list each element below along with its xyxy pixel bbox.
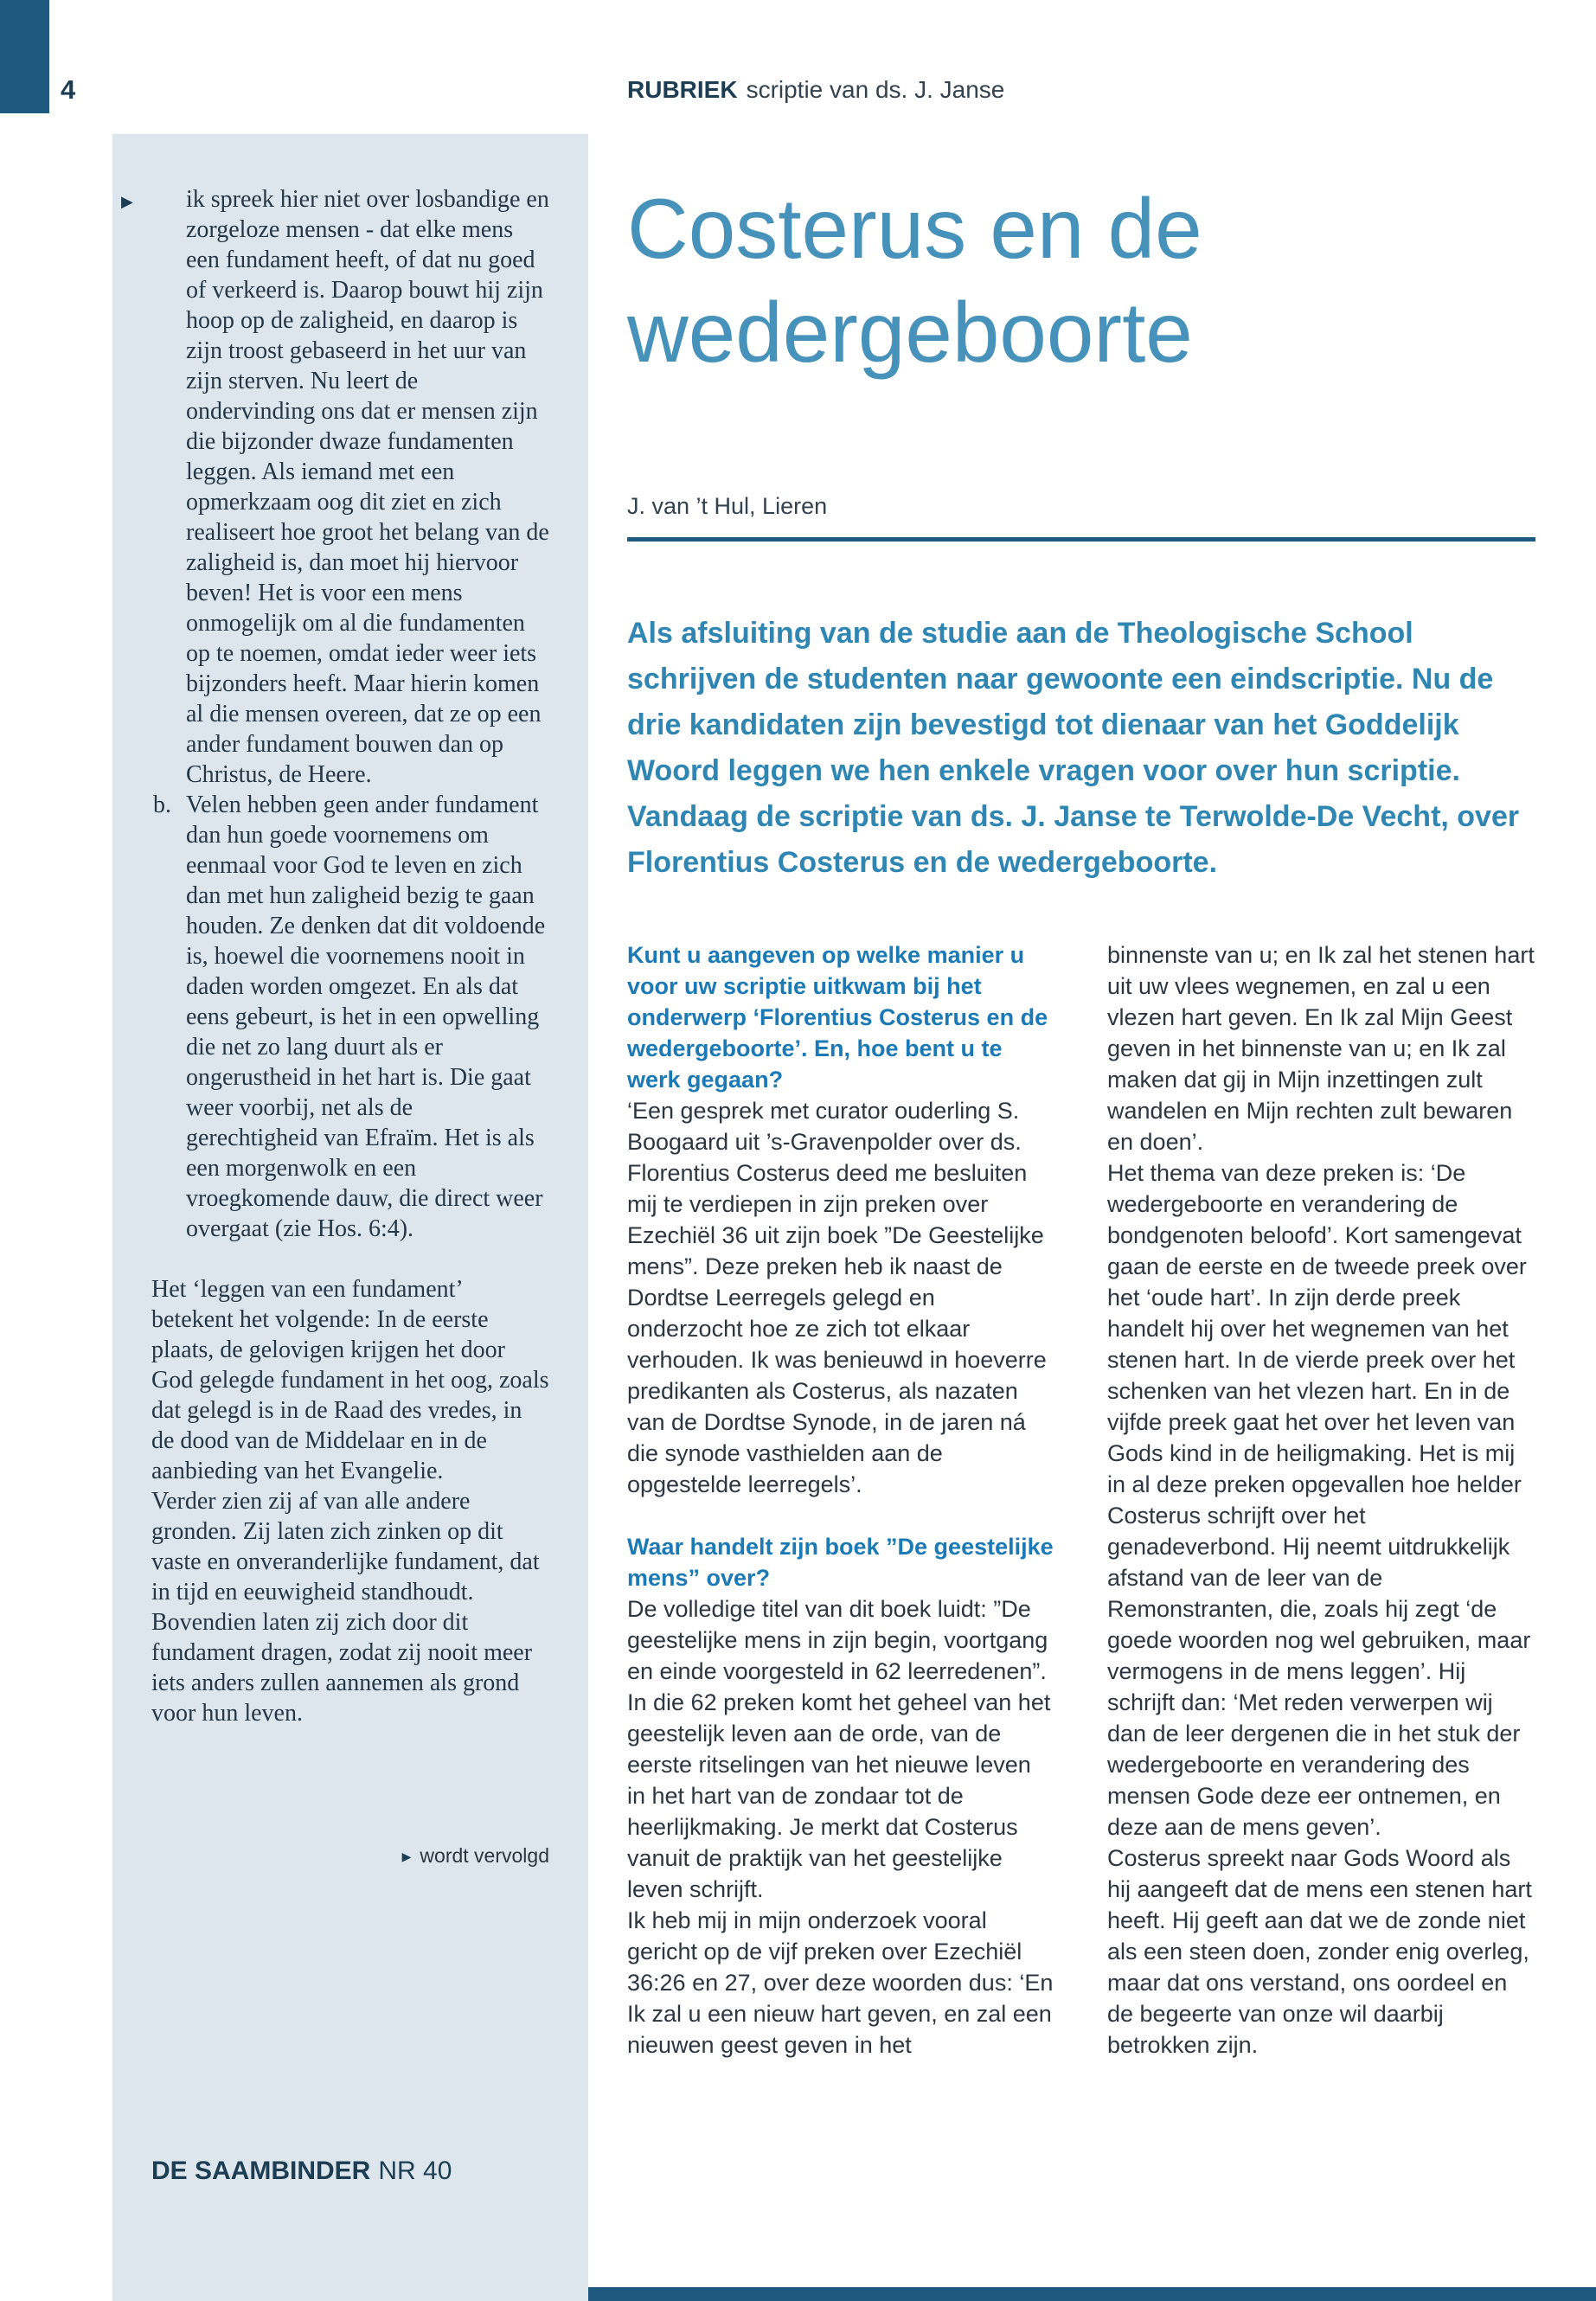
list-item-continued [121,184,549,790]
article-intro: Als afsluiting van de studie aan de Theologische School schrijven de studenten naar gewoonte een eindscriptie. Nu de drie kandidaten zijn bevestigd tot dienaar van het Goddelijk Woord leggen we hen enkele vragen voor over hun scriptie. Vandaag de scriptie van ds. J. Janse te Terwolde-De Vecht, over Florentius Costerus en de wedergeboorte. [627,617,1520,880]
divider-rule [627,537,1535,542]
triangle-bullet-icon: ▶ [401,1850,412,1864]
header-rubriek-label: RUBRIEK [627,76,738,103]
triangle-bullet-icon: ▶ [121,193,133,211]
header-subtitle: scriptie van ds. J. Janse [746,76,1005,103]
interview-answer-2: Costerus spreekt naar Gods Woord als hij aangeeft dat de mens een stenen hart heeft. Hij geeft aan dat we de zonde niet als een steen doen, zonder enig overleg, maar dat ons verstand, ons oordeel en de begeerte van onze wil daarbij betrokken zijn. [1107,1845,1532,2059]
continuation-text: wordt vervolgd [420,1844,549,1867]
list-item-b [151,790,549,1244]
interview-answer-2: Het thema van deze preken is: ‘De wedergeboorte en verandering de bondgenoten beloofd’. Kort samengevat gaan de eerste en de tweede preek over het ‘oude hart’. In zijn derde preek handelt hij over het wegnemen van het stenen hart. In de vierde preek over het schenken van het vlezen hart. En in de vijfde preek gaat het over het leven van Gods kind in de heiligmaking. Het is mij in al deze preken opgevallen hoe helder Costerus schrijft over het genadeverbond. Hij neemt uitdrukkelijk afstand van de leer van de Remonstranten, die, zoals hij zegt ‘de goede woorden nog wel gebruiken, maar vermogens in de mens leggen’. Hij schrijft dan: ‘Met reden verwerpen wij dan de leer dergenen die in het stuk der wedergeboorte en verandering des mensen Gode deze eer ontnemen, en deze aan de mens geven’. [1107,1160,1531,1841]
interview-answer-1: ‘Een gesprek met curator ouderling S. Boogaard uit ’s-Gravenpolder over ds. Florentius Costerus deed me besluiten mij te verdiepen in zijn preken over Ezechiël 36 uit zijn boek ”De Geestelijke mens”. Deze preken heb ik naast de Dordtse Leerregels gelegd en onderzocht hoe ze zich tot elkaar verhouden. Ik was benieuwd in hoeverre predikanten als Costerus, als nazaten van de Dordtse Synode, in de jaren ná die synode vasthielden aan de opgestelde leerregels’. [627,1098,1047,1498]
article-byline: J. van ’t Hul, Lieren [627,493,828,520]
interview-answer-2: Ik heb mij in mijn onderzoek vooral gericht op de vijf preken over Ezechiël 36:26 en 27, over deze woorden dus: ‘En Ik zal u een nieuw hart geven, en zal een nieuwen geest geven in het [627,1907,1054,2059]
list-item-text: Velen hebben geen ander fundament dan hun goede voornemens om eenmaal voor God te leven en zich dan met hun zaligheid bezig te gaan houden. Ze denken dat dit voldoende is, hoewel die voornemens nooit in daden worden omgezet. En als dat eens gebeurt, is het in een opwelling die net zo lang duurt als er ongerustheid in het hart is. Die gaat weer voorbij, net als de gerechtigheid van Efraïm. Het is als een morgenwolk en een vroegkomende dauw, die direct weer overgaat (zie Hos. 6:4). [186,792,546,1242]
article-columns [627,939,1535,2061]
page-number: 4 [61,74,76,105]
interview-answer-2: binnenste van u; en Ik zal het stenen hart uit uw vlees wegnemen, en zal u een vlezen hart geven. En Ik zal Mijn Geest geven in het binnenste van u; en Ik zal maken dat gij in Mijn inzettingen zult wandelen en Mijn rechten zult bewaren en doen’. [1107,942,1535,1156]
article-title-line2: wedergeboorte [627,284,1193,380]
article [627,177,1535,2061]
article-title-line1: Costerus en de [627,181,1202,276]
article-column-1 [627,939,1055,2061]
left-sidebar-column [112,134,588,2301]
sidebar-paragraph: Het ‘leggen van een fundament’ betekent het volgende: In de eerste plaats, de gelovigen krijgen het door God gelegde fundament in het oog, zoals dat gelegd is in de Raad des vredes, in de dood van de Middelaar en in de aanbieding van het Evangelie. [151,1276,549,1484]
interview-answer-2: De volledige titel van dit boek luidt: ”De geestelijke mens in zijn begin, voortgang en einde voorgesteld in 62 leerredenen”. In die 62 preken komt het geheel van het geestelijk leven aan de orde, van de eerste ritselingen van het nieuwe leven in het hart van de zondaar tot de heerlijkmaking. Je merkt dat Costerus vanuit de praktijk van het geestelijke leven schrijft. [627,1596,1051,1903]
list-item-text: ik spreek hier niet over losbandige en zorgeloze mensen - dat elke mens een fundament heeft, of dat nu goed of verkeerd is. Daarop bouwt hij zijn hoop op de zaligheid, en daarop is zijn troost gebaseerd in het uur van zijn sterven. Nu leert de ondervinding ons dat er mensen zijn die bijzonder dwaze fundamenten leggen. Als iemand met een opmerkzaam oog dit ziet en zich realiseert hoe groot het belang van de zaligheid is, dan moet hij hiervoor beven! Het is voor een mens onmogelijk om al die fundamenten op te noemen, omdat ieder weer iets bijzonders heeft. Maar hierin komen al die mensen overeen, dat ze op een ander fundament bouwen dan op Christus, de Heere. [186,186,549,788]
continuation-note [151,1841,549,1875]
article-column-2 [1107,939,1535,2061]
interview-question-1: Kunt u aangeven op welke manier u voor uw scriptie uitkwam bij het onderwerp ‘Florentius Costerus en de wedergeboorte’. En, hoe bent u te werk gegaan? [627,942,1048,1093]
list-item-label: b. [153,792,171,818]
corner-accent-bar [0,0,49,113]
issue-number: NR 40 [378,2157,452,2185]
article-title [627,177,1535,384]
interview-question-2: Waar handelt zijn boek ”De geestelijke mens” over? [627,1534,1054,1592]
sidebar-paragraph: Verder zien zij af van alle andere gronden. Zij laten zich zinken op dit vaste en onveranderlijke fundament, dat in tijd en eeuwigheid standhoudt. Bovendien laten zij zich door dit fundament dragen, zodat zij nooit meer iets anders zullen aannemen als grond voor hun leven. [151,1488,540,1727]
bottom-edge-bar [588,2287,1596,2301]
magazine-footer [151,2156,452,2186]
page-header [627,76,1004,104]
magazine-name: DE SAAMBINDER [151,2157,371,2185]
